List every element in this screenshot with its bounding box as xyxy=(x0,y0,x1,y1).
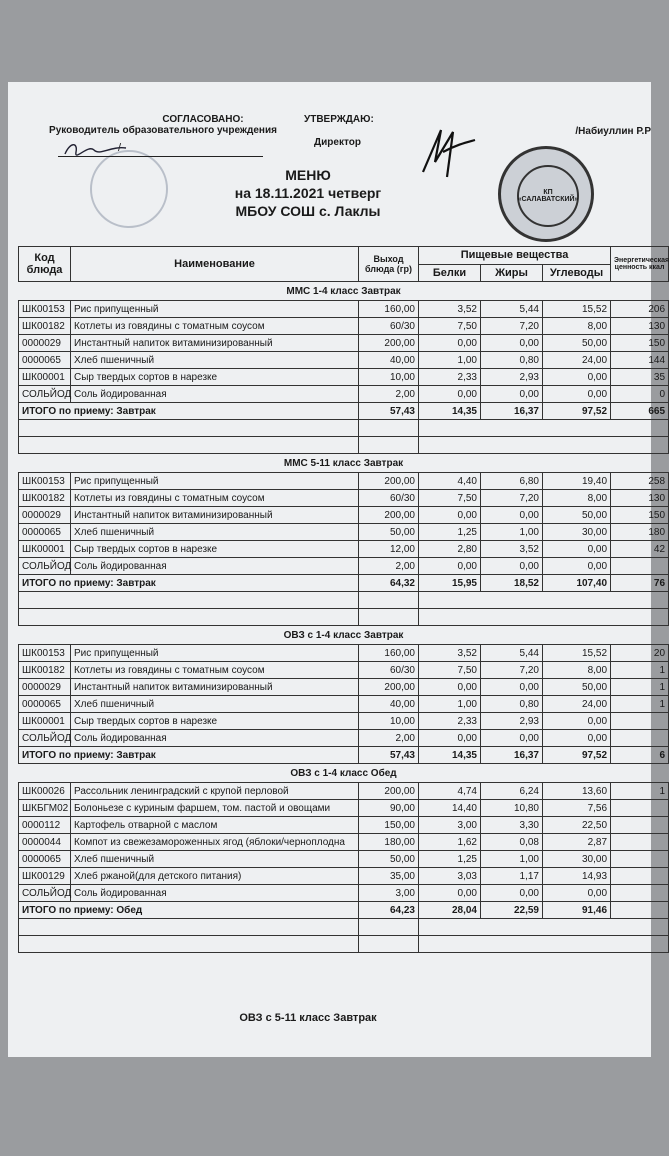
dish-fat: 0,00 xyxy=(481,730,543,747)
dish-fat: 5,44 xyxy=(481,301,543,318)
col-name: Наименование xyxy=(71,247,359,282)
table-row xyxy=(19,679,669,696)
total-fat: 18,52 xyxy=(481,575,543,592)
empty-cell xyxy=(19,437,359,454)
dish-name: Хлеб пшеничный xyxy=(71,524,359,541)
total-energy: 76 xyxy=(611,575,669,592)
dish-yield: 60/30 xyxy=(359,490,419,507)
dish-carbs: 15,52 xyxy=(543,645,611,662)
table-row xyxy=(19,662,669,679)
school-stamp xyxy=(90,150,168,228)
dish-code: ШК00153 xyxy=(19,301,71,318)
dish-yield: 50,00 xyxy=(359,851,419,868)
dish-name: Инстантный напиток витаминизированный xyxy=(71,335,359,352)
dish-fat: 0,00 xyxy=(481,558,543,575)
dish-code: ШК00001 xyxy=(19,713,71,730)
empty-cell xyxy=(359,437,419,454)
title-date: на 18.11.2021 четверг xyxy=(234,185,382,201)
dish-yield: 160,00 xyxy=(359,301,419,318)
title-school: МБОУ СОШ с. Лаклы xyxy=(235,203,381,219)
table-row xyxy=(19,645,669,662)
table-row xyxy=(19,696,669,713)
dish-code: 0000112 xyxy=(19,817,71,834)
dish-fat: 0,80 xyxy=(481,352,543,369)
table-row xyxy=(19,834,669,851)
total-energy: 6 xyxy=(611,747,669,764)
total-yield: 64,23 xyxy=(359,902,419,919)
dish-carbs: 0,00 xyxy=(543,713,611,730)
empty-cell xyxy=(419,437,669,454)
dish-code: СОЛЬЙОД xyxy=(19,885,71,902)
col-energy: Энергетическая ценность ккал xyxy=(611,247,669,282)
dish-protein: 1,00 xyxy=(419,696,481,713)
dish-fat: 0,00 xyxy=(481,507,543,524)
dish-energy xyxy=(611,868,669,885)
dish-code: 0000065 xyxy=(19,524,71,541)
empty-row xyxy=(19,936,669,953)
dish-fat: 0,08 xyxy=(481,834,543,851)
dish-fat: 1,17 xyxy=(481,868,543,885)
title-menu: МЕНЮ xyxy=(285,167,331,183)
empty-cell xyxy=(419,936,669,953)
dish-carbs: 7,56 xyxy=(543,800,611,817)
dish-energy xyxy=(611,713,669,730)
empty-row xyxy=(19,919,669,936)
dish-energy: 130 xyxy=(611,318,669,335)
dish-yield: 60/30 xyxy=(359,318,419,335)
dish-protein: 1,25 xyxy=(419,851,481,868)
dish-code: 0000065 xyxy=(19,851,71,868)
dish-code: 0000029 xyxy=(19,679,71,696)
total-label: ИТОГО по приему: Завтрак xyxy=(19,747,359,764)
dish-energy xyxy=(611,558,669,575)
table-row xyxy=(19,885,669,902)
dish-energy: 1 xyxy=(611,662,669,679)
dish-fat: 0,00 xyxy=(481,679,543,696)
empty-cell xyxy=(419,592,669,609)
dish-yield: 160,00 xyxy=(359,645,419,662)
dish-name: Инстантный напиток витаминизированный xyxy=(71,507,359,524)
dish-code: СОЛЬЙОД xyxy=(19,558,71,575)
empty-cell xyxy=(419,420,669,437)
dish-fat: 6,80 xyxy=(481,473,543,490)
empty-cell xyxy=(19,936,359,953)
dish-carbs: 15,52 xyxy=(543,301,611,318)
official-stamp xyxy=(498,146,594,242)
signature-slash: / xyxy=(118,142,122,154)
total-fat: 22,59 xyxy=(481,902,543,919)
empty-cell xyxy=(359,609,419,626)
dish-carbs: 0,00 xyxy=(543,541,611,558)
dish-carbs: 50,00 xyxy=(543,507,611,524)
section-title: ОВЗ с 1-4 класс Завтрак xyxy=(19,626,669,645)
section-header xyxy=(19,454,669,473)
dish-name: Рис припущенный xyxy=(71,473,359,490)
dish-yield: 10,00 xyxy=(359,713,419,730)
dish-code: ШКБГМ02 xyxy=(19,800,71,817)
total-row xyxy=(19,902,669,919)
dish-yield: 40,00 xyxy=(359,696,419,713)
total-row xyxy=(19,747,669,764)
dish-name: Соль йодированная xyxy=(71,730,359,747)
director-label: Директор xyxy=(314,137,361,148)
dish-name: Котлеты из говядины с томатным соусом xyxy=(71,662,359,679)
dish-code: ШК00001 xyxy=(19,541,71,558)
dish-carbs: 30,00 xyxy=(543,524,611,541)
empty-row xyxy=(19,609,669,626)
table-row xyxy=(19,386,669,403)
dish-yield: 180,00 xyxy=(359,834,419,851)
table-row xyxy=(19,541,669,558)
dish-yield: 2,00 xyxy=(359,558,419,575)
dish-carbs: 30,00 xyxy=(543,851,611,868)
dish-yield: 2,00 xyxy=(359,386,419,403)
dish-yield: 200,00 xyxy=(359,507,419,524)
dish-name: Компот из свежезамороженных ягод (яблоки/черноплодна xyxy=(71,834,359,851)
dish-fat: 7,20 xyxy=(481,662,543,679)
dish-yield: 2,00 xyxy=(359,730,419,747)
dish-protein: 0,00 xyxy=(419,386,481,403)
dish-name: Хлеб ржаной(для детского питания) xyxy=(71,868,359,885)
empty-cell xyxy=(359,919,419,936)
dish-code: 0000065 xyxy=(19,352,71,369)
dish-name: Соль йодированная xyxy=(71,558,359,575)
dish-fat: 1,00 xyxy=(481,851,543,868)
director-name: /Набиуллин Р.Р xyxy=(575,126,651,137)
agreed-block xyxy=(38,114,288,136)
dish-protein: 0,00 xyxy=(419,335,481,352)
total-label: ИТОГО по приему: Обед xyxy=(19,902,359,919)
dish-yield: 40,00 xyxy=(359,352,419,369)
menu-sheet xyxy=(8,82,669,1057)
dish-carbs: 2,87 xyxy=(543,834,611,851)
dish-energy: 150 xyxy=(611,335,669,352)
table-row xyxy=(19,352,669,369)
dish-energy: 130 xyxy=(611,490,669,507)
dish-energy: 1 xyxy=(611,679,669,696)
dish-name: Хлеб пшеничный xyxy=(71,696,359,713)
dish-code: СОЛЬЙОД xyxy=(19,386,71,403)
col-nutrients: Пищевые вещества xyxy=(419,247,611,265)
dish-energy: 0 xyxy=(611,386,669,403)
section-title: ОВЗ с 1-4 класс Обед xyxy=(19,764,669,783)
table-header xyxy=(19,247,669,282)
dish-protein: 3,52 xyxy=(419,645,481,662)
dish-energy xyxy=(611,817,669,834)
dish-fat: 7,20 xyxy=(481,490,543,507)
section-title: ММС 1-4 класс Завтрак xyxy=(19,282,669,301)
dish-fat: 2,93 xyxy=(481,369,543,386)
dish-protein: 0,00 xyxy=(419,730,481,747)
dish-fat: 10,80 xyxy=(481,800,543,817)
dish-name: Рассольник ленинградский с крупой перловой xyxy=(71,783,359,800)
dish-name: Котлеты из говядины с томатным соусом xyxy=(71,318,359,335)
dish-carbs: 22,50 xyxy=(543,817,611,834)
dish-energy: 42 xyxy=(611,541,669,558)
table-row xyxy=(19,318,669,335)
dish-name: Котлеты из говядины с томатным соусом xyxy=(71,490,359,507)
dish-name: Рис припущенный xyxy=(71,645,359,662)
empty-cell xyxy=(19,919,359,936)
dish-protein: 7,50 xyxy=(419,490,481,507)
dish-protein: 2,33 xyxy=(419,369,481,386)
col-fat: Жиры xyxy=(481,264,543,282)
col-code: Код блюда xyxy=(19,247,71,282)
dish-energy: 150 xyxy=(611,507,669,524)
dish-yield: 12,00 xyxy=(359,541,419,558)
dish-fat: 6,24 xyxy=(481,783,543,800)
col-carbs: Углеводы xyxy=(543,264,611,282)
menu-table xyxy=(18,246,669,953)
dish-carbs: 0,00 xyxy=(543,386,611,403)
total-label: ИТОГО по приему: Завтрак xyxy=(19,403,359,420)
dish-fat: 1,00 xyxy=(481,524,543,541)
dish-fat: 0,00 xyxy=(481,885,543,902)
dish-protein: 0,00 xyxy=(419,679,481,696)
dish-carbs: 14,93 xyxy=(543,868,611,885)
dish-yield: 10,00 xyxy=(359,369,419,386)
dish-fat: 0,00 xyxy=(481,335,543,352)
total-energy: 665 xyxy=(611,403,669,420)
dish-protein: 3,00 xyxy=(419,817,481,834)
dish-code: 0000029 xyxy=(19,335,71,352)
dish-energy: 35 xyxy=(611,369,669,386)
total-energy xyxy=(611,902,669,919)
table-row xyxy=(19,868,669,885)
dish-energy: 180 xyxy=(611,524,669,541)
dish-protein: 1,00 xyxy=(419,352,481,369)
dish-yield: 90,00 xyxy=(359,800,419,817)
empty-cell xyxy=(419,919,669,936)
total-protein: 14,35 xyxy=(419,403,481,420)
table-row xyxy=(19,335,669,352)
dish-fat: 2,93 xyxy=(481,713,543,730)
total-row xyxy=(19,403,669,420)
agreed-label: СОГЛАСОВАНО: xyxy=(162,114,244,125)
approve-label: УТВЕРЖДАЮ: xyxy=(304,114,374,125)
table-row xyxy=(19,713,669,730)
dish-fat: 7,20 xyxy=(481,318,543,335)
table-row xyxy=(19,507,669,524)
dish-energy: 1 xyxy=(611,696,669,713)
dish-energy: 144 xyxy=(611,352,669,369)
dish-fat: 0,00 xyxy=(481,386,543,403)
table-row xyxy=(19,490,669,507)
dish-fat: 3,52 xyxy=(481,541,543,558)
table-row xyxy=(19,524,669,541)
dish-protein: 0,00 xyxy=(419,558,481,575)
total-protein: 14,35 xyxy=(419,747,481,764)
dish-carbs: 0,00 xyxy=(543,730,611,747)
page-title xyxy=(188,166,428,220)
dish-yield: 200,00 xyxy=(359,679,419,696)
dish-energy xyxy=(611,885,669,902)
dish-yield: 200,00 xyxy=(359,473,419,490)
table-row xyxy=(19,369,669,386)
total-carbs: 97,52 xyxy=(543,747,611,764)
dish-carbs: 50,00 xyxy=(543,335,611,352)
dish-name: Инстантный напиток витаминизированный xyxy=(71,679,359,696)
section-header xyxy=(19,626,669,645)
empty-row xyxy=(19,420,669,437)
dish-name: Сыр твердых сортов в нарезке xyxy=(71,541,359,558)
dish-yield: 35,00 xyxy=(359,868,419,885)
dish-yield: 150,00 xyxy=(359,817,419,834)
dish-protein: 4,74 xyxy=(419,783,481,800)
dish-carbs: 24,00 xyxy=(543,352,611,369)
approve-block xyxy=(304,114,374,148)
dish-name: Хлеб пшеничный xyxy=(71,851,359,868)
dish-code: ШК00182 xyxy=(19,662,71,679)
dish-yield: 200,00 xyxy=(359,335,419,352)
section-header xyxy=(19,282,669,301)
dish-name: Болоньезе с куриным фаршем, том. пастой и овощами xyxy=(71,800,359,817)
dish-protein: 7,50 xyxy=(419,662,481,679)
dish-carbs: 8,00 xyxy=(543,662,611,679)
table-row xyxy=(19,800,669,817)
dish-yield: 50,00 xyxy=(359,524,419,541)
dish-carbs: 13,60 xyxy=(543,783,611,800)
dish-protein: 7,50 xyxy=(419,318,481,335)
table-row xyxy=(19,730,669,747)
dish-yield: 200,00 xyxy=(359,783,419,800)
col-yield: Выход блюда (гр) xyxy=(359,247,419,282)
dish-yield: 60/30 xyxy=(359,662,419,679)
dish-protein: 1,25 xyxy=(419,524,481,541)
total-yield: 57,43 xyxy=(359,747,419,764)
total-fat: 16,37 xyxy=(481,747,543,764)
dish-protein: 2,33 xyxy=(419,713,481,730)
total-fat: 16,37 xyxy=(481,403,543,420)
empty-row xyxy=(19,437,669,454)
total-row xyxy=(19,575,669,592)
table-row xyxy=(19,783,669,800)
table-row xyxy=(19,817,669,834)
total-protein: 28,04 xyxy=(419,902,481,919)
empty-cell xyxy=(19,609,359,626)
dish-code: СОЛЬЙОД xyxy=(19,730,71,747)
dish-protein: 4,40 xyxy=(419,473,481,490)
dish-protein: 0,00 xyxy=(419,507,481,524)
total-protein: 15,95 xyxy=(419,575,481,592)
dish-energy: 1 xyxy=(611,783,669,800)
dish-code: ШК00001 xyxy=(19,369,71,386)
col-protein: Белки xyxy=(419,264,481,282)
dish-code: 0000029 xyxy=(19,507,71,524)
dish-fat: 0,80 xyxy=(481,696,543,713)
empty-cell xyxy=(359,936,419,953)
dish-carbs: 8,00 xyxy=(543,490,611,507)
table-row xyxy=(19,558,669,575)
dish-carbs: 0,00 xyxy=(543,369,611,386)
dish-carbs: 8,00 xyxy=(543,318,611,335)
dish-energy xyxy=(611,851,669,868)
dish-protein: 0,00 xyxy=(419,885,481,902)
empty-cell xyxy=(359,420,419,437)
total-carbs: 107,40 xyxy=(543,575,611,592)
dish-name: Сыр твердых сортов в нарезке xyxy=(71,713,359,730)
total-yield: 64,32 xyxy=(359,575,419,592)
dish-name: Рис припущенный xyxy=(71,301,359,318)
dish-code: ШК00182 xyxy=(19,318,71,335)
total-yield: 57,43 xyxy=(359,403,419,420)
empty-cell xyxy=(419,609,669,626)
dish-name: Соль йодированная xyxy=(71,885,359,902)
dish-protein: 1,62 xyxy=(419,834,481,851)
stamp-center-text: КП «САЛАВАТСКИЙ» xyxy=(517,165,579,227)
empty-cell xyxy=(19,420,359,437)
agreed-by: Руководитель образовательного учреждения xyxy=(49,125,277,136)
dish-code: ШК00129 xyxy=(19,868,71,885)
agreed-signature-icon xyxy=(60,140,130,160)
total-label: ИТОГО по приему: Завтрак xyxy=(19,575,359,592)
dish-code: 0000044 xyxy=(19,834,71,851)
dish-code: ШК00153 xyxy=(19,473,71,490)
dish-code: 0000065 xyxy=(19,696,71,713)
table-row xyxy=(19,301,669,318)
dish-energy xyxy=(611,800,669,817)
section-title: ММС 5-11 класс Завтрак xyxy=(19,454,669,473)
dish-carbs: 50,00 xyxy=(543,679,611,696)
dish-name: Сыр твердых сортов в нарезке xyxy=(71,369,359,386)
dish-code: ШК00153 xyxy=(19,645,71,662)
dish-fat: 3,30 xyxy=(481,817,543,834)
dish-energy: 258 xyxy=(611,473,669,490)
dish-code: ШК00026 xyxy=(19,783,71,800)
dish-energy xyxy=(611,730,669,747)
total-carbs: 97,52 xyxy=(543,403,611,420)
dish-name: Хлеб пшеничный xyxy=(71,352,359,369)
section-header xyxy=(19,764,669,783)
next-section-title: ОВЗ с 5-11 класс Завтрак xyxy=(239,1012,377,1024)
dish-carbs: 19,40 xyxy=(543,473,611,490)
dish-carbs: 24,00 xyxy=(543,696,611,713)
table-row xyxy=(19,851,669,868)
dish-protein: 3,03 xyxy=(419,868,481,885)
total-carbs: 91,46 xyxy=(543,902,611,919)
dish-name: Картофель отварной с маслом xyxy=(71,817,359,834)
dish-carbs: 0,00 xyxy=(543,885,611,902)
dish-energy: 206 xyxy=(611,301,669,318)
dish-code: ШК00182 xyxy=(19,490,71,507)
dish-energy xyxy=(611,834,669,851)
dish-carbs: 0,00 xyxy=(543,558,611,575)
table-row xyxy=(19,473,669,490)
dish-protein: 2,80 xyxy=(419,541,481,558)
empty-cell xyxy=(359,592,419,609)
dish-protein: 3,52 xyxy=(419,301,481,318)
empty-row xyxy=(19,592,669,609)
dish-protein: 14,40 xyxy=(419,800,481,817)
dish-name: Соль йодированная xyxy=(71,386,359,403)
empty-cell xyxy=(19,592,359,609)
dish-energy: 20 xyxy=(611,645,669,662)
table-body xyxy=(19,282,669,953)
dish-yield: 3,00 xyxy=(359,885,419,902)
dish-fat: 5,44 xyxy=(481,645,543,662)
